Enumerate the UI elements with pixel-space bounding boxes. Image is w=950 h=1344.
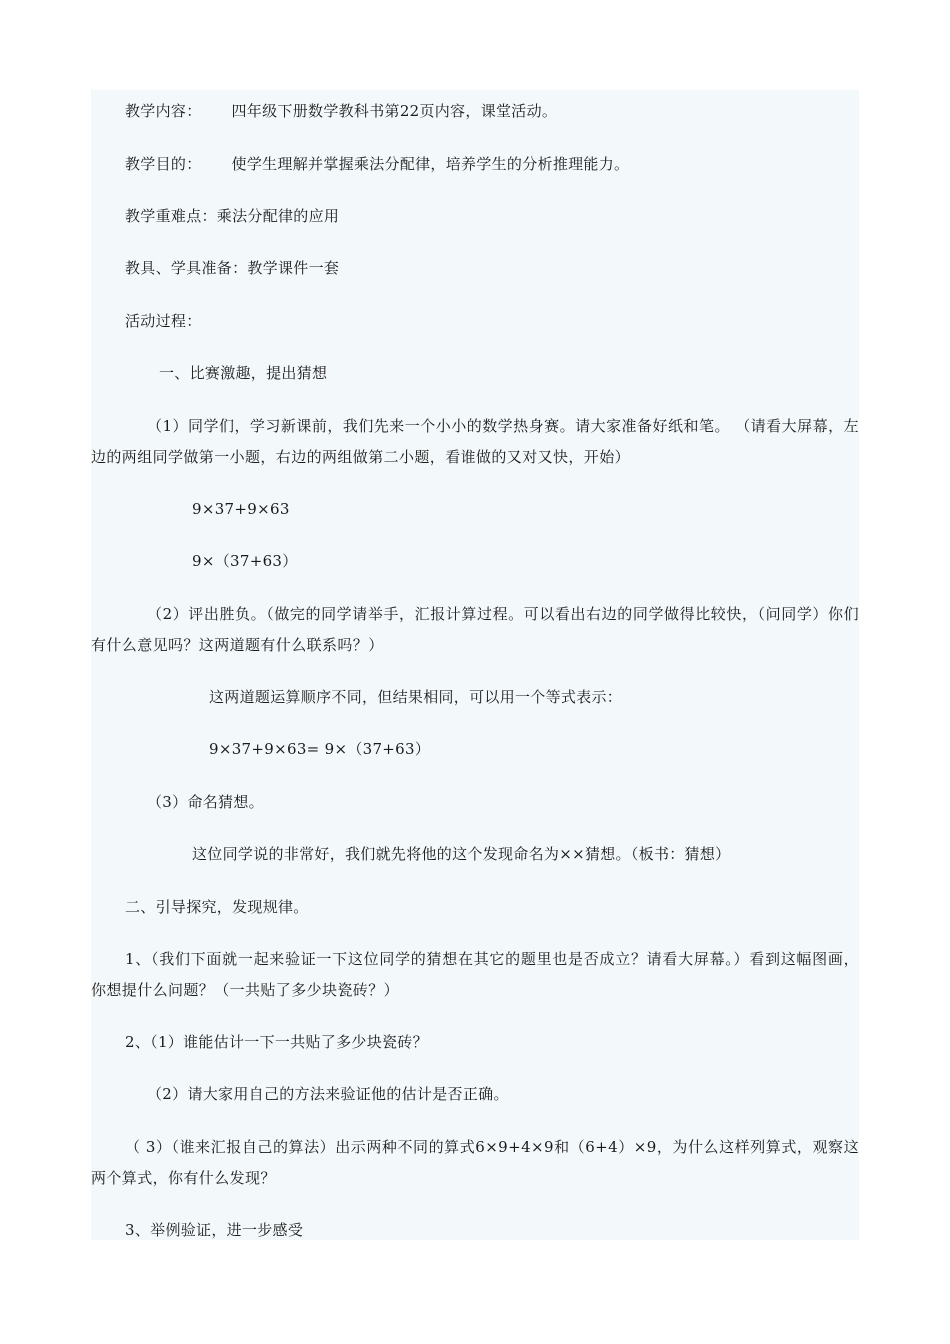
section1-step2: （2）评出胜负。（做完的同学请举手，汇报计算过程。可以看出右边的同学做得比较快，（问同学）你们有什么意见吗？这两道题有什么联系吗？） <box>91 605 859 654</box>
teaching-content-text: 四年级下册数学教科书第22页内容，课堂活动。 <box>231 102 558 120</box>
teaching-goal-label: 教学目的： <box>125 155 202 173</box>
equation-text: 9×37+9×63= 9×（37+63） <box>209 740 431 758</box>
section2-item2-sub3: （ 3）（谁来汇报自己的算法）出示两种不同的算式6×9+4×9和（6+4）×9，为什么这样列算式，观察这两个算式，你有什么发现？ <box>91 1138 859 1187</box>
section1-step1: （1）同学们，学习新课前，我们先来一个小小的数学热身赛。请大家准备好纸和笔。 （请看大屏幕，左边的两组同学做第一小题，右边的两组做第二小题，看谁做的又对又快，开始） <box>91 417 859 466</box>
section1-step3: （3）命名猜想。 <box>147 793 264 811</box>
expression-2: 9×（37+63） <box>192 552 298 570</box>
document-page <box>91 90 859 1240</box>
naming-text: 这位同学说的非常好，我们就先将他的这个发现命名为××猜想。（板书：猜想） <box>192 845 731 863</box>
section1-title: 一、比赛激趣，提出猜想 <box>159 364 328 382</box>
section2-item2: 2、（1）谁能估计一下一共贴了多少块瓷砖？ <box>125 1033 428 1051</box>
section2-item1: 1、（我们下面就一起来验证一下这位同学的猜想在其它的题里也是否成立？请看大屏幕。）看到这幅图画，你想提什么问题？（一共贴了多少块瓷砖？） <box>91 950 859 999</box>
teaching-goal-text: 使学生理解并掌握乘法分配律，培养学生的分析推理能力。 <box>231 155 630 173</box>
teaching-content-label: 教学内容： <box>125 102 202 120</box>
teaching-goal-line <box>125 149 629 180</box>
tools-line: 教具、学具准备：教学课件一套 <box>125 259 340 277</box>
teaching-content-line <box>125 96 557 127</box>
section2-item2-sub2: （2）请大家用自己的方法来验证他的估计是否正确。 <box>147 1085 509 1103</box>
process-heading: 活动过程： <box>125 312 202 330</box>
key-points-line: 教学重难点：乘法分配律的应用 <box>125 207 340 225</box>
section2-title: 二、引导探究，发现规律。 <box>125 898 309 916</box>
expression-1: 9×37+9×63 <box>192 500 290 518</box>
observation-text: 这两道题运算顺序不同，但结果相同，可以用一个等式表示： <box>209 688 623 706</box>
section2-item3: 3、举例验证，进一步感受 <box>125 1221 304 1239</box>
